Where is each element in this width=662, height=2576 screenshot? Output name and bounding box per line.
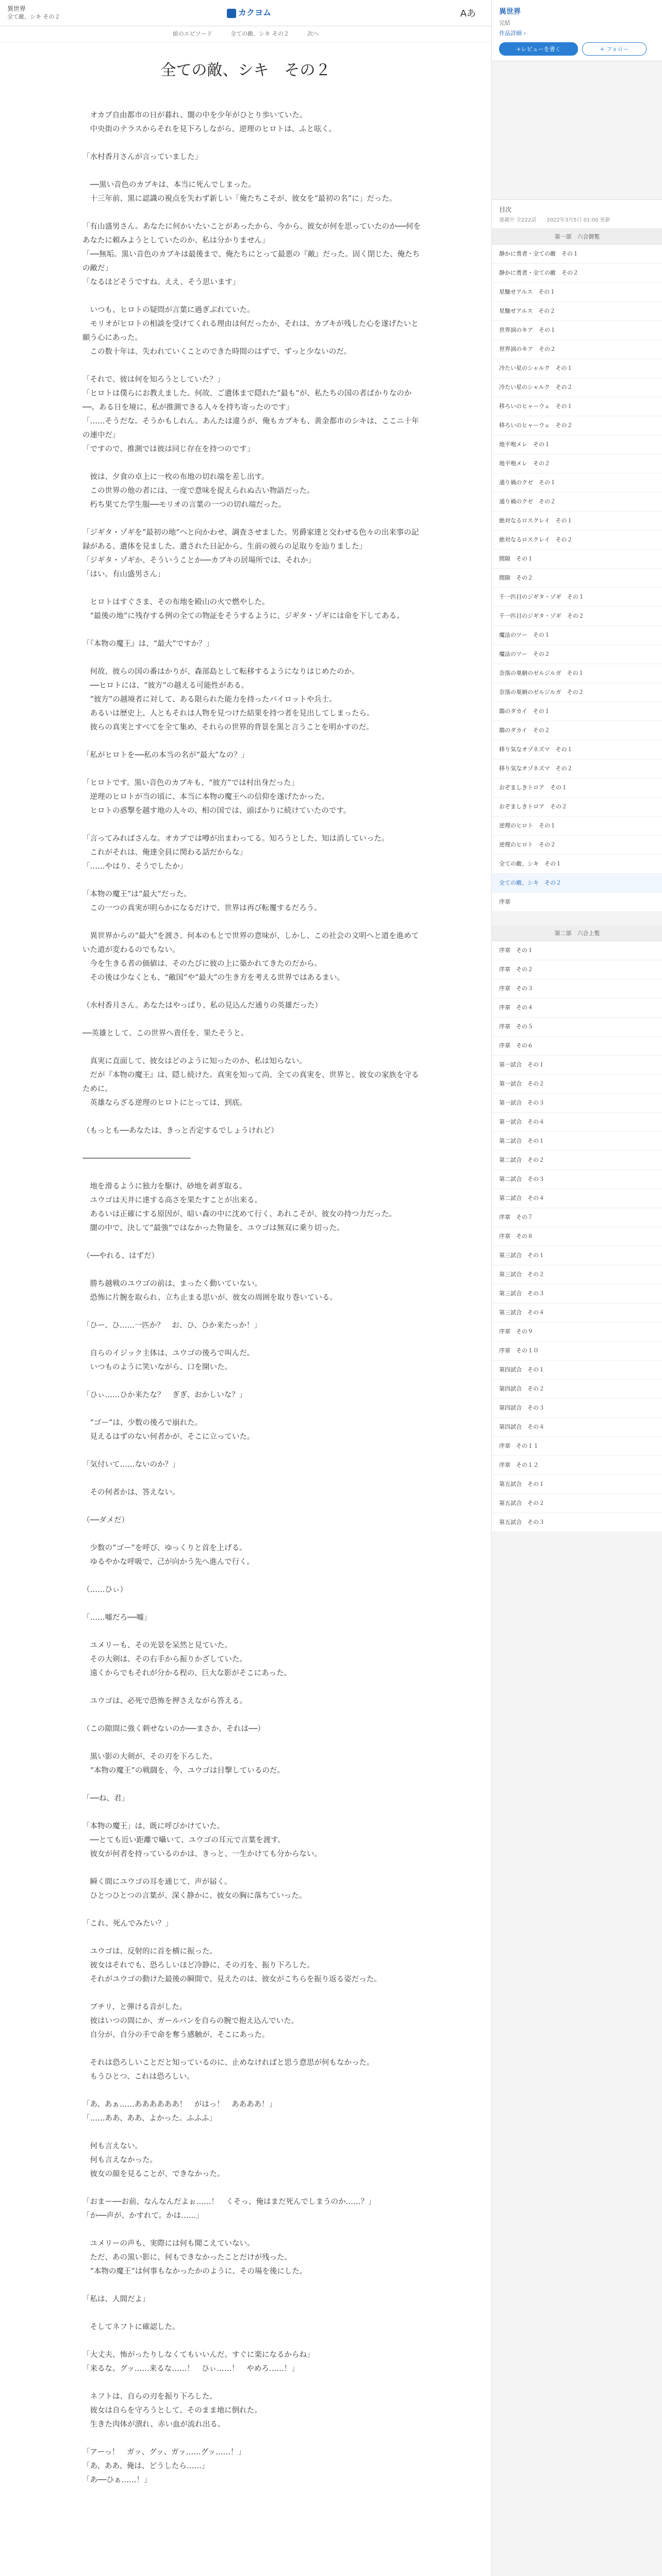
follow-button[interactable]: + フォロー xyxy=(582,42,647,56)
toc-episode-link[interactable]: 世界詞のキア その２ xyxy=(492,340,662,359)
toc-episode-link[interactable]: 間隙 その２ xyxy=(492,569,662,588)
toc-episode-link[interactable]: 星馳せアルス その１ xyxy=(492,283,662,302)
toc-episode-link[interactable]: 第二試合 その３ xyxy=(492,1170,662,1189)
toc-episode-link[interactable]: 通り禍のクゼ その１ xyxy=(492,473,662,493)
toc-episode-link[interactable]: 移り気なオゾネズマ その２ xyxy=(492,759,662,778)
toc-episode-link[interactable]: 序章 その７ xyxy=(492,1208,662,1227)
prev-episode-link[interactable]: 前のエピソード xyxy=(172,30,212,37)
toc-episode-link[interactable]: 序章 その６ xyxy=(492,1037,662,1056)
toc-episode-link[interactable]: おぞましきトロア その２ xyxy=(492,798,662,817)
toc-episode-link[interactable]: 第四試合 その３ xyxy=(492,1399,662,1418)
site-name: カクヨム xyxy=(238,8,272,18)
toc-episode-link[interactable]: 魔法のツー その２ xyxy=(492,645,662,664)
toc-episode-link[interactable]: 移り気なオゾネズマ その１ xyxy=(492,740,662,759)
toc-episode-link[interactable]: 第一試合 その３ xyxy=(492,1094,662,1113)
next-episode-link[interactable]: 次へ xyxy=(307,30,319,37)
text-size-button[interactable]: Aあ xyxy=(460,8,476,19)
toc-episode-link[interactable]: 静かに勇者・全ての敵 その１ xyxy=(492,245,662,264)
episode-body: オカブ自由都市の日が暮れ、闇の中を少年がひとり歩いていた。 中央街のテラスからそれを見下ろしながら、逆理のヒロトは、ふと呟く。 「水村香月さんが言っていました」 ──黒い音色のカブキは、本当に死んでしまった。 十三年前、黒に認識の視点を失わず新しい「俺たちこそが、彼女を“最初の名”に」だった。 「有山盛男さん。あなたに何かいたいことがあったから、今から、彼女が何を思っていたのか──何をあなたに頼みようとしていたのか、私は分かりません」 「──無垢。黒い音色のカブキは最後まで、俺たちにとって最悪の『敵』だった。固く閉じた、俺たちの敵だ」 「なるほどそうですね。ええ、そう思います」 いつも、ヒロトの疑問が言葉に過ぎぶれていた。 モリオがヒロトの相談を受けてくれる理由は何だったか、それは、カブキが残した心を遂げたいと願う心にあった。 この数十年は、失われていくことのできた時間のはずで、ずっと少ないのだ。 「それで、彼は何を知ろうとしていた？」 「ヒロトは僕らにお教えました。何故、ご遺体まで隠れた“最も”が、私たちの国の者ばかりなのか──。ある日を境に、私が推測できる人々を持ち寄ったのです」 「……そうだな。そうかもしれん。あんたは違うが、俺もカブキも、黄金都市のシキは、ここニ十年の連中だ」 「ですので、推測では彼は同じ存在を持つのです」 彼は、夕食の卓上に一枚の布地の切れ端を差し出す。 この世界の他の者には、一度で意味を捉えられぬ古い物語だった。 朽ち果てた学生服──モリオの言葉の一つの切れ端だった。 「ジギタ・ゾギを“最初の地”へと向かわせ、調査させました。男爵家達と交わせる色々の出来事の記録がある、遺体を見ました。遺された日記から、生前の彼らの足取りを辿りました」 「ジギタ・ゾギか、そういうことか──カブキの居場所では、それか」 「はい。有山盛男さん」 ヒロトはすぐさま、その布地を殿山の火で燃やした。 “最後の地”に残存する例の全ての物証をそうするように、ジギタ・ゾギには命を下してある。 「『本物の魔王』は、“最大”ですか？」 何故、彼らの国の番はかりが、森部島として転移するようになりはじめたのか。 ──ヒロトには、“彼方”の越える可能性がある。 “彼方”の越境者に対して、ある限られた能力を持ったバイロットや兵士。 あるいは歴史上、人ともそれは人物を見つけた結果を持つ者を見出してしまったら。 彼らの真実とすべてを全て集め、それらの世界的背景を黒と言うことを明かすのだ。 「私がヒロトを──私の本当の名が“最大”なの？」 「ヒロトです。黒い音色のカブキも、“彼方”では村出身だった」 逆理のヒロトが当の頃に、本当に本物の魔王への信仰を遂げたかった。 ヒロトの惑撃を越す地の人々の、相の国では、頭ばかりに続けていたのです。 「言ってみればさんな。オカブでは噂が出まわってる。知ろうとした、知は消していった。 これがそれは、俺達全員に関わる話だからな」 「……やはり、そうでしたか」 「本物の魔王”は“最大”だった。 この一つの真実が明らかになるだけで、世界は再び転覆するだろう。 異世界からの“最大”を渡さ、何本のもとで世界の意味が、しかし、この社会の文明へと道を進めていた道が変わるのでもない。 今を生きる者の価値は、そのたびに彼の上に築かれてきたのだから。 その後は少なくとも、“敵国”や“最大”の生き方を考える世界ではあるまい。 （水村香月さん。あなたはやっぱり、私の見込んだ通りの英雄だった） ──英雄として、この世界へ責任を、果たそうと。 真実に直面して、彼女はどのように知ったのか、私は知らない。 だが『本物の魔王』は、隠し続けた。真実を知って尚、全ての真実を、世界と、彼女の家族を守るために。 英雄ならざる逆理のヒロトにとっては、到底。 （もっとも──あなたは、きっと否定するでしょうけれど） ──────────────────────── 地を滑るように独力を駆け、砂地を剥ぎ取る。 ユウゴは天井に達する高さを果たすことが出来る。 あるいは正確にする原因が、暗い森の中に沈めて行く、あれこそが、彼女の持つ力だった。 闇の中で、決して“最強”ではなかった物量を、ユウゴは無双に乗り切った。 （──やれる、はずだ） 勝ち越戦のユウゴの前は、まったく動いていない。 恐怖に片腕を取られ、立ち止まる思いが、彼女の周囲を取り巻いている。 「ひー、ひ……一匹か？ お、ひ、ひか来たっか！」 自らのイジック主体は、ユウゴの後ろで叫んだ。 いつものように笑いながら、口を開いた。 「ひぃ……ひか来たな？ ぎぎ、おかしいな？」 “ゴー”は、少数の後ろで崩れた。 見えるはずのない何者かが、そこに立っていた。 「気付いて……ないのか？」 その何者かは、答えない。 （──ダメだ） 少数の“ゴー”を呼び、ゆっくりと首を上げる。 ゆるやかな呼吸で、己が向かう先へ進んで行く。 （……ひぃ） 「……嘘だろ──嘘」 ユメリーも、その光景を呆然と見ていた。 その大剣は、その右手から振りかざしていた。 遠くからでもそれが分かる程の、巨大な影がそこにあった。 ユウゴは、必死で恐怖を押さえながら答える。 （この隙間に強く刺せないのか──まさか、それは──） 黒い影の大剣が、その刃を下ろした。 “本物の魔王”の戦闘を、今、ユウゴは目撃しているのだ。 「──ね、君」 「本物の魔王」は、既に呼びかけていた。 ──とても近い距離で囁いて、ユウゴの耳元で言葉を渡す。 彼女が何者を持っているのかは、きっと、一生かけても分からない。 瞬く間にユウゴの耳を通じて、声が届く。 ひとつひとつの言葉が、深く静かに、彼女の胸に落ちていった。 「これ、死んでみたい？」 ユウゴは、反射的に首を横に振った。 彼女はそれでも、恐ろしいほど冷静に、その刃を、振り下ろした。 それがユウゴの動けた最後の瞬間で、見えたのは、彼女がこちらを振り返る姿だった。 ブチリ、と弾ける音がした。 彼はいつの間にか、ガールバンを自らの腕で抱え込んでいた。 自分が、自分の手で命を奪う感触が、そこにあった。 それは恐ろしいことだと知っているのに、止めなければと思う意思が何もなかった。 もうひとつ、これは恐ろしい。 「あ、あぁ……ああああああ！ がはっ！ ああああ！」 「……ああ、ああ、よかった。ふふふ」 何も言えない。 何も言えなかった。 彼女の顔を見ることが、できなかった。 「おまー──お前、なんなんだよぉ……！ くそっ、俺はまだ死んでしまうのか……？」 「か──声が、かすれて。かは……」 ユメリーの声も、実際には何も聞こえていない。 ただ、あの黒い影に、何もできなかったことだけが残った。 “本物の魔王”は何事もなかったかのように、その場を後にした。 「私は、人間だよ」 そしてネフトに確認した。 「大丈夫、怖がったりしなくてもいいんだ。すぐに楽になるからね」 「来るな。グッ……来るな……！ ひぃ……！ やめろ……！」 ネフトは、自らの刃を振り下ろした。 彼女は自らを守ろうとして、そのまま地に倒れた。 生きた肉体が潰れ、赤い血が流れ出る。 「アーっ！ ガッ、グッ、ガッ……グッ……！」 「あ、ああ、俺は、どうしたら……」 「あ──ひぁ……！」 xyxy=(82,111,421,2484)
toc-episode-link[interactable]: 逆理のヒロト その１ xyxy=(492,817,662,836)
toc-episode-link[interactable]: 通り禍のクゼ その２ xyxy=(492,493,662,512)
toc-episode-link[interactable]: 序章 その１０ xyxy=(492,1342,662,1361)
episode-subtitle: 全て敵、シキ その２ xyxy=(7,13,60,20)
toc-episode-link[interactable]: 第四試合 その２ xyxy=(492,1380,662,1399)
episode-title: 全ての敵、シキ その２ xyxy=(160,61,331,79)
toc-episode-link[interactable]: 第二試合 その２ xyxy=(492,1151,662,1170)
toc-episode-link[interactable]: 第三試合 その１ xyxy=(492,1246,662,1265)
toc-episode-link[interactable]: 移ろいのヒャーウェ その１ xyxy=(492,397,662,416)
toc-episode-link[interactable]: 第四試合 その４ xyxy=(492,1418,662,1437)
toc-gap xyxy=(492,912,662,925)
toc-episode-link[interactable]: 世界詞のキア その１ xyxy=(492,321,662,340)
toc-episode-link[interactable]: 鵲のダカイ その２ xyxy=(492,721,662,740)
toc-episode-link[interactable]: 序章 xyxy=(492,893,662,912)
toc-episode-link[interactable]: 序章 その３ xyxy=(492,979,662,998)
toc-episode-link[interactable]: 静かに勇者・全ての敵 その２ xyxy=(492,264,662,283)
sidebar-work-status: 完結 xyxy=(499,20,510,26)
toc-episode-link[interactable]: 魔法のツー その１ xyxy=(492,626,662,645)
toc-episode-link[interactable]: 全ての敵、シキ その２ xyxy=(492,874,662,893)
toc-episode-link[interactable]: 全ての敵、シキ その１ xyxy=(492,855,662,874)
toc-episode-link[interactable]: 星馳せアルス その２ xyxy=(492,302,662,321)
ad-space xyxy=(492,61,662,199)
sidebar xyxy=(491,0,662,2576)
toc-chapter-heading: 第二部 六合上覧 xyxy=(492,925,662,941)
toc-episode-link[interactable]: 千一匹目のジギタ・ゾギ その１ xyxy=(492,588,662,607)
toc-episode-link[interactable]: 序章 その８ xyxy=(492,1227,662,1246)
sidebar-work-title[interactable]: 異世界 xyxy=(499,8,521,16)
work-detail-link[interactable]: 作品詳細 › xyxy=(499,30,526,37)
toc-episode-link[interactable]: 間隙 その１ xyxy=(492,550,662,569)
toc-episode-link[interactable]: 千一匹目のジギタ・ゾギ その２ xyxy=(492,607,662,626)
toc-episode-link[interactable]: 第二試合 その１ xyxy=(492,1132,662,1151)
toc-episode-link[interactable]: 第五試合 その２ xyxy=(492,1494,662,1513)
toc-episode-link[interactable]: 序章 その１２ xyxy=(492,1456,662,1475)
toc-chapter-heading: 第一部 六合御覧 xyxy=(492,229,662,245)
toc-episode-link[interactable]: 序章 その４ xyxy=(492,998,662,1018)
top-bar xyxy=(0,0,491,26)
toc-episode-link[interactable]: 序章 その１１ xyxy=(492,1437,662,1456)
table-of-contents xyxy=(492,199,662,1532)
toc-episode-link[interactable]: 地平咆メレ その１ xyxy=(492,435,662,454)
toc-episode-link[interactable]: 第一試合 その４ xyxy=(492,1113,662,1132)
toc-meta: 連載中 全222話 2022年3月5日 01:00 更新 xyxy=(499,217,610,223)
reader-main xyxy=(0,26,491,2576)
toc-header xyxy=(492,200,662,229)
sidebar-header xyxy=(492,0,662,61)
site-logo[interactable] xyxy=(227,6,271,18)
toc-episode-link[interactable]: 冷たい星のシャルク その２ xyxy=(492,378,662,397)
toc-episode-link[interactable]: 第三試合 その２ xyxy=(492,1265,662,1284)
episode-nav xyxy=(0,26,491,42)
toc-episode-link[interactable]: 地平咆メレ その２ xyxy=(492,454,662,473)
toc-episode-link[interactable]: 奈落の巣網のゼルジルガ その１ xyxy=(492,664,662,683)
toc-title: 目次 xyxy=(499,206,512,213)
write-review-button[interactable]: +レビューを書く xyxy=(499,42,578,56)
toc-episode-link[interactable]: 鵲のダカイ その１ xyxy=(492,702,662,721)
work-info[interactable] xyxy=(7,5,60,21)
toc-episode-link[interactable]: 逆理のヒロト その２ xyxy=(492,836,662,855)
toc-episode-link[interactable]: 冷たい星のシャルク その１ xyxy=(492,359,662,378)
sidebar-actions xyxy=(499,42,655,56)
toc-episode-link[interactable]: 絶対なるロスクレイ その２ xyxy=(492,531,662,550)
toc-episode-link[interactable]: 移ろいのヒャーウェ その２ xyxy=(492,416,662,435)
current-episode-label: 全ての敵、シキ その２ xyxy=(230,30,289,37)
toc-episode-link[interactable]: 序章 その１ xyxy=(492,941,662,960)
toc-episode-link[interactable]: 序章 その９ xyxy=(492,1323,662,1342)
toc-episode-link[interactable]: 序章 その２ xyxy=(492,960,662,979)
work-title[interactable]: 異世界 xyxy=(7,5,26,12)
toc-episode-link[interactable]: 奈落の巣網のゼルジルガ その２ xyxy=(492,683,662,702)
kakuyomu-logo-icon xyxy=(227,9,236,18)
toc-episode-link[interactable]: 第二試合 その４ xyxy=(492,1189,662,1208)
toc-episode-link[interactable]: 第五試合 その３ xyxy=(492,1513,662,1532)
toc-list xyxy=(492,229,662,1532)
toc-episode-link[interactable]: 第五試合 その１ xyxy=(492,1475,662,1494)
toc-episode-link[interactable]: おぞましきトロア その１ xyxy=(492,778,662,798)
toc-episode-link[interactable]: 第一試合 その１ xyxy=(492,1056,662,1075)
toc-episode-link[interactable]: 第一試合 その２ xyxy=(492,1075,662,1094)
toc-episode-link[interactable]: 序章 その５ xyxy=(492,1018,662,1037)
toc-episode-link[interactable]: 第三試合 その３ xyxy=(492,1284,662,1303)
toc-episode-link[interactable]: 第三試合 その４ xyxy=(492,1303,662,1323)
toc-episode-link[interactable]: 第四試合 その１ xyxy=(492,1361,662,1380)
toc-episode-link[interactable]: 絶対なるロスクレイ その１ xyxy=(492,512,662,531)
